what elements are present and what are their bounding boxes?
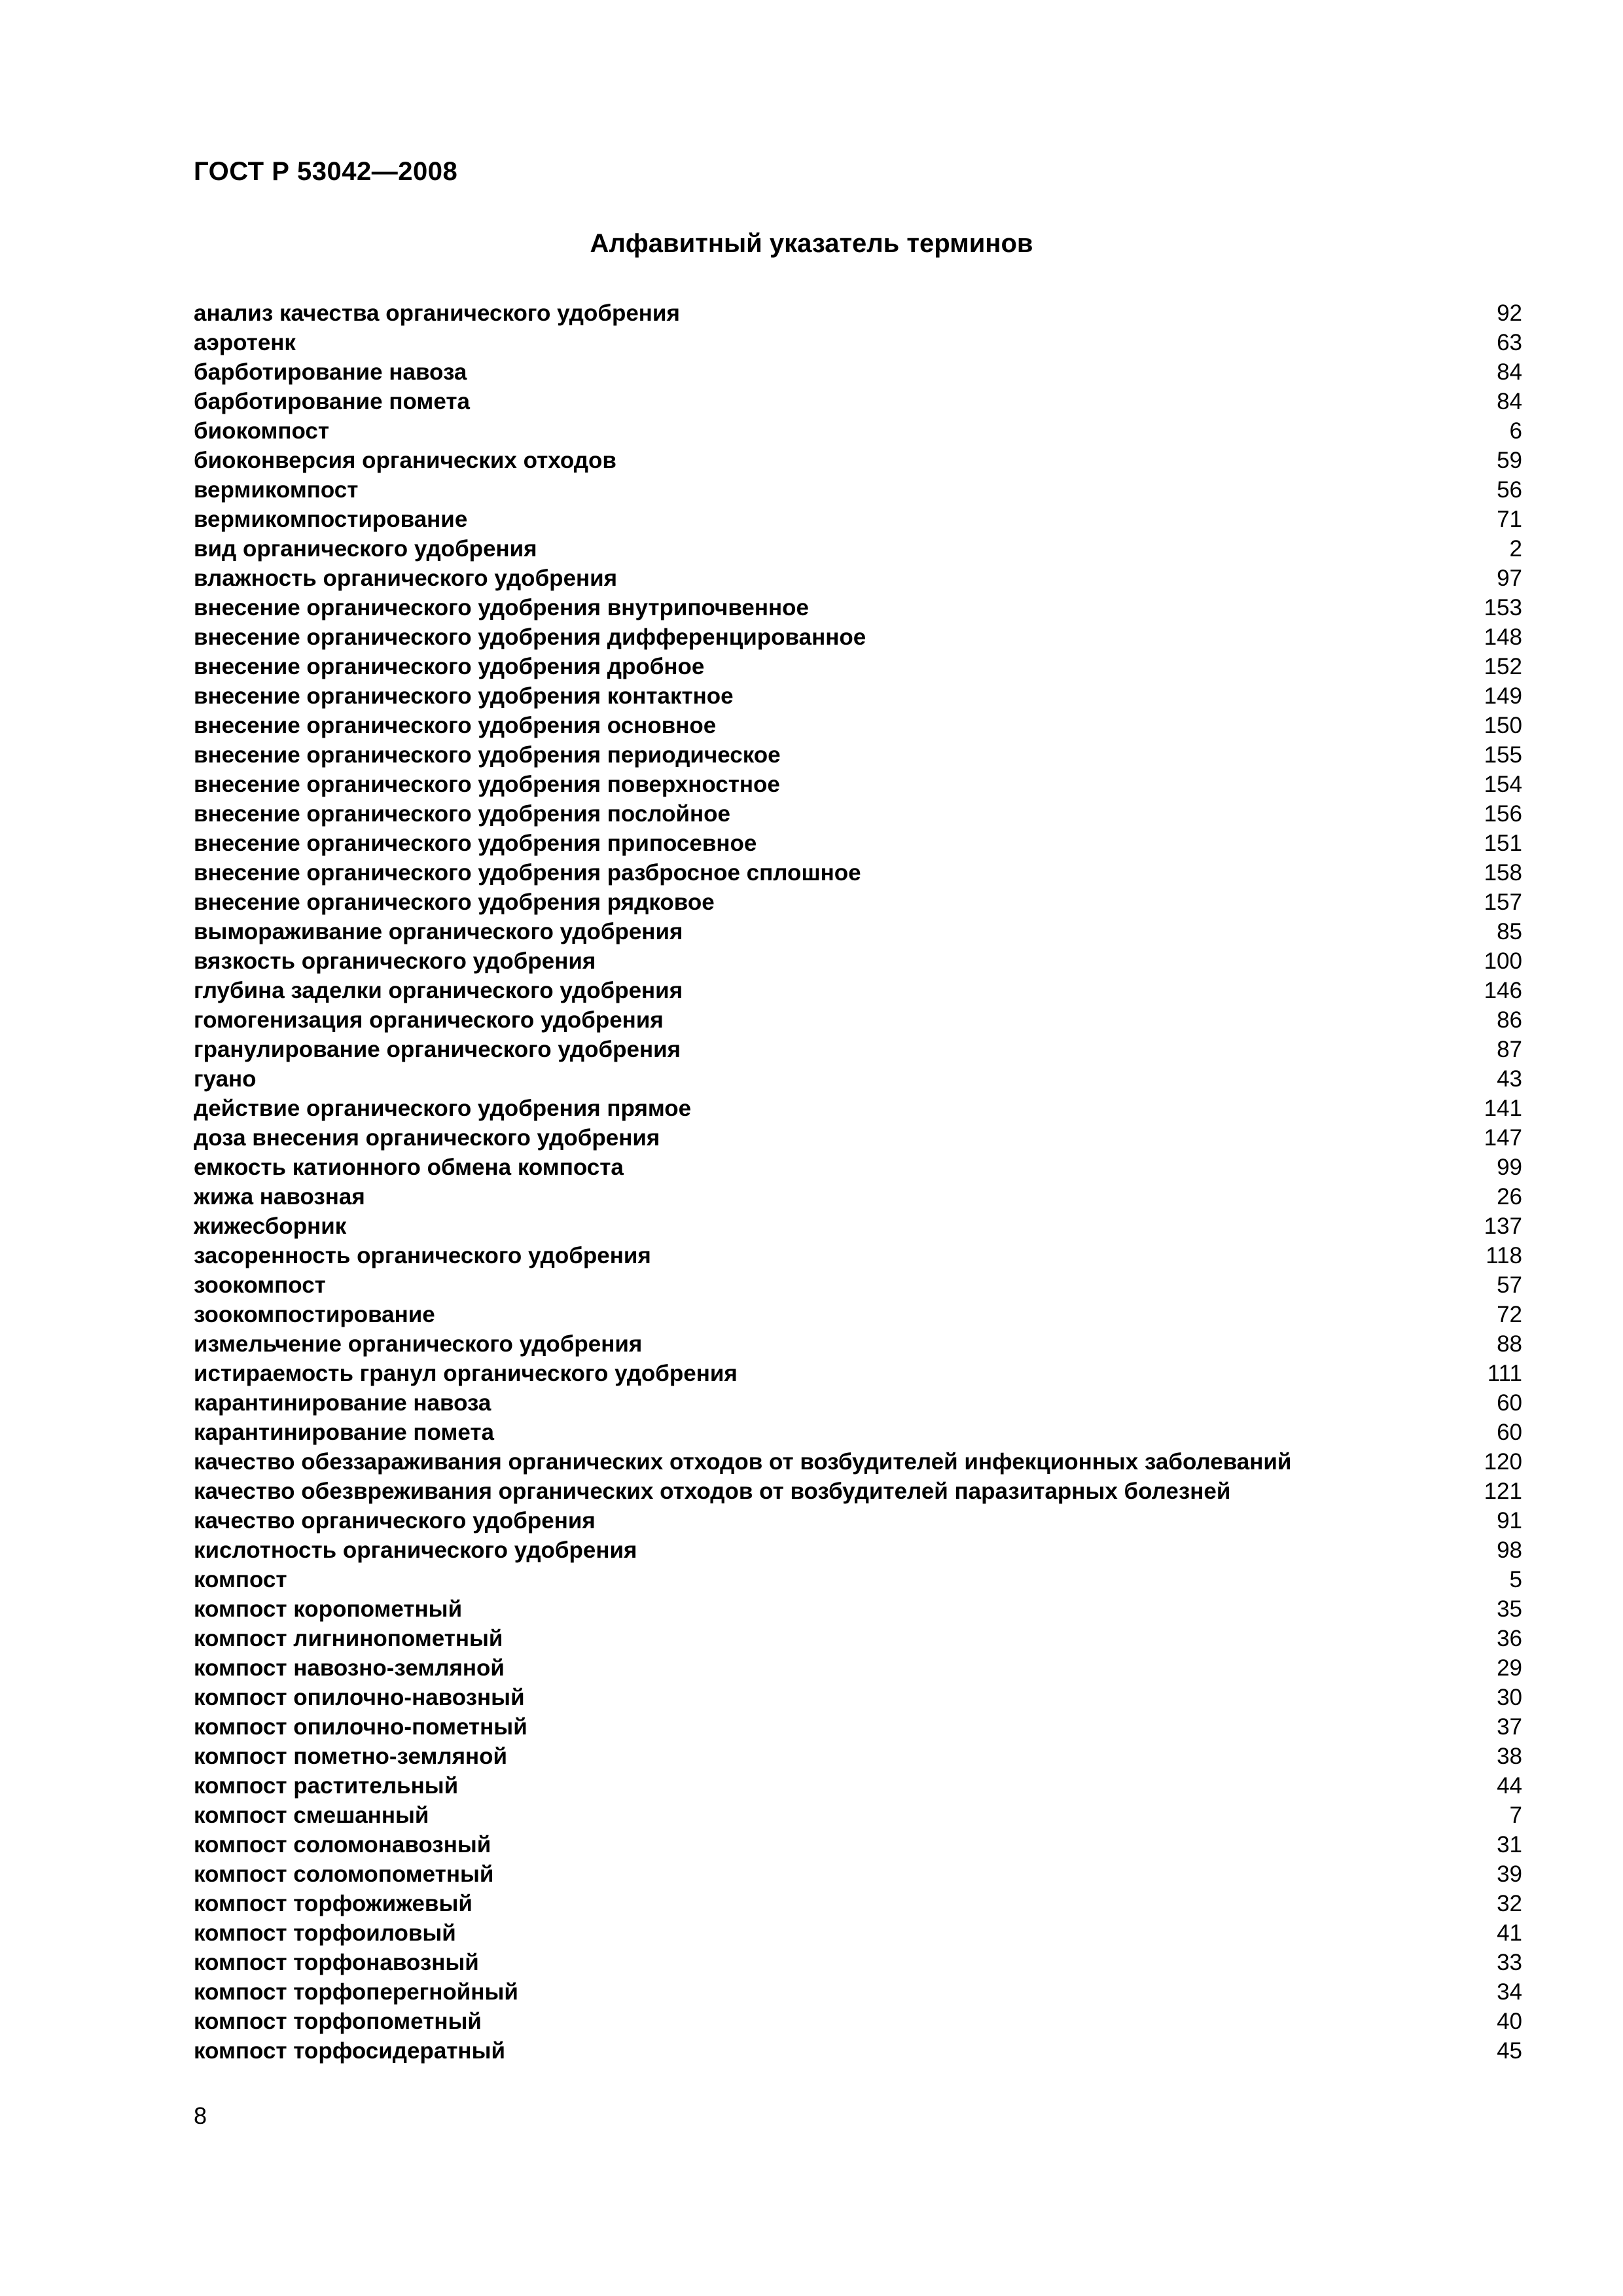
index-term: качество органического удобрения	[194, 1508, 596, 1534]
index-page-ref: 149	[1484, 683, 1522, 709]
index-page-ref: 59	[1497, 448, 1522, 473]
index-term: компост соломонавозный	[194, 1832, 491, 1857]
index-page-ref: 40	[1497, 2009, 1522, 2034]
index-page-ref: 121	[1484, 1479, 1522, 1504]
index-entry	[194, 1447, 1522, 1477]
index-term: вязкость органического удобрения	[194, 948, 596, 974]
index-page-ref: 84	[1497, 359, 1522, 385]
index-page-ref: 33	[1497, 1950, 1522, 1975]
index-page-ref: 152	[1484, 654, 1522, 679]
index-term: компост лигнинопометный	[194, 1626, 503, 1651]
index-page-ref: 44	[1497, 1773, 1522, 1799]
index-page-ref: 6	[1509, 418, 1522, 444]
index-term: доза внесения органического удобрения	[194, 1125, 660, 1151]
index-page-ref: 92	[1497, 300, 1522, 326]
index-term: истираемость гранул органического удобрения	[194, 1361, 738, 1386]
index-page-ref: 56	[1497, 477, 1522, 503]
index-entry	[194, 1506, 1522, 1535]
index-entry	[194, 1624, 1522, 1653]
index-page-ref: 86	[1497, 1007, 1522, 1033]
index-entry	[194, 1270, 1522, 1300]
index-page-ref: 99	[1497, 1155, 1522, 1180]
document-header: ГОСТ Р 53042—2008	[194, 157, 458, 186]
index-title: Алфавитный указатель терминов	[590, 229, 1033, 258]
index-page-ref: 88	[1497, 1331, 1522, 1357]
index-page-ref: 60	[1497, 1420, 1522, 1445]
index-entry	[194, 1035, 1522, 1064]
index-entry	[194, 357, 1522, 387]
index-entry	[194, 1153, 1522, 1182]
index-page-ref: 41	[1497, 1920, 1522, 1946]
index-page-ref: 57	[1497, 1272, 1522, 1298]
index-term: компост опилочно-навозный	[194, 1685, 525, 1710]
index-term: засоренность органического удобрения	[194, 1243, 651, 1268]
index-page-ref: 157	[1484, 889, 1522, 915]
index-page-ref: 63	[1497, 330, 1522, 355]
index-page-ref: 141	[1484, 1096, 1522, 1121]
index-entry	[194, 1535, 1522, 1565]
index-entry	[194, 1477, 1522, 1506]
index-term: компост торфожижевый	[194, 1891, 473, 1916]
index-page-ref: 97	[1497, 565, 1522, 591]
index-term: внесение органического удобрения разбросное сплошное	[194, 860, 861, 886]
index-entry	[194, 1094, 1522, 1123]
index-term: жижесборник	[194, 1213, 347, 1239]
index-entry	[194, 593, 1522, 622]
index-term: качество обезвреживания органических отходов от возбудителей паразитарных болезней	[194, 1479, 1231, 1504]
index-entry	[194, 1594, 1522, 1624]
index-term: гранулирование органического удобрения	[194, 1037, 681, 1062]
index-entry	[194, 416, 1522, 446]
index-term: биоконверсия органических отходов	[194, 448, 616, 473]
index-entry	[194, 829, 1522, 858]
index-term: глубина заделки органического удобрения	[194, 978, 683, 1003]
index-term: вермикомпостирование	[194, 507, 468, 532]
index-term: внесение органического удобрения дифференцированное	[194, 624, 866, 650]
index-term: компост опилочно-пометный	[194, 1714, 527, 1740]
index-page-ref: 120	[1484, 1449, 1522, 1475]
index-term: вид органического удобрения	[194, 536, 537, 562]
index-page-ref: 100	[1484, 948, 1522, 974]
index-entry	[194, 681, 1522, 711]
index-term: влажность органического удобрения	[194, 565, 618, 591]
index-entry	[194, 1918, 1522, 1948]
index-entry	[194, 1683, 1522, 1712]
index-term: внесение органического удобрения внутрипочвенное	[194, 595, 809, 620]
index-term: емкость катионного обмена компоста	[194, 1155, 624, 1180]
index-entry	[194, 505, 1522, 534]
index-entry	[194, 534, 1522, 564]
index-term: внесение органического удобрения припосевное	[194, 831, 757, 856]
index-page-ref: 60	[1497, 1390, 1522, 1416]
index-term: компост торфонавозный	[194, 1950, 479, 1975]
index-entry	[194, 1388, 1522, 1418]
index-term: компост растительный	[194, 1773, 459, 1799]
index-page-ref: 32	[1497, 1891, 1522, 1916]
index-term: зоокомпостирование	[194, 1302, 435, 1327]
index-term: компост торфоиловый	[194, 1920, 456, 1946]
index-page-ref: 26	[1497, 1184, 1522, 1210]
index-term: внесение органического удобрения послойное	[194, 801, 730, 827]
index-page-ref: 147	[1484, 1125, 1522, 1151]
index-page-ref: 98	[1497, 1537, 1522, 1563]
index-term: барботирование помета	[194, 389, 470, 414]
index-entry	[194, 1565, 1522, 1594]
index-page-ref: 2	[1509, 536, 1522, 562]
index-entry	[194, 652, 1522, 681]
index-term: аэротенк	[194, 330, 296, 355]
index-term: анализ качества органического удобрения	[194, 300, 680, 326]
index-page-ref: 45	[1497, 2038, 1522, 2064]
index-entry	[194, 799, 1522, 829]
index-term: зоокомпост	[194, 1272, 326, 1298]
page-number: 8	[194, 2102, 207, 2129]
index-page-ref: 151	[1484, 831, 1522, 856]
index-term: внесение органического удобрения рядковое	[194, 889, 715, 915]
index-page-ref: 146	[1484, 978, 1522, 1003]
index-entry	[194, 1418, 1522, 1447]
index-entry	[194, 2007, 1522, 2036]
index-entry	[194, 1123, 1522, 1153]
index-page-ref: 34	[1497, 1979, 1522, 2005]
index-page-ref: 5	[1509, 1567, 1522, 1592]
index-entry	[194, 1771, 1522, 1801]
index-entry	[194, 1359, 1522, 1388]
index-term: компост смешанный	[194, 1803, 429, 1828]
index-term: компост пометно-земляной	[194, 1744, 508, 1769]
index-entry	[194, 1653, 1522, 1683]
index-entry	[194, 1977, 1522, 2007]
index-entry	[194, 770, 1522, 799]
index-page-ref: 85	[1497, 919, 1522, 944]
index-term: компост	[194, 1567, 287, 1592]
index-entry	[194, 917, 1522, 946]
index-term: вермикомпост	[194, 477, 359, 503]
index-term: гомогенизация органического удобрения	[194, 1007, 664, 1033]
index-page-ref: 155	[1484, 742, 1522, 768]
index-entry	[194, 1859, 1522, 1889]
index-page-ref: 38	[1497, 1744, 1522, 1769]
index-entry	[194, 1712, 1522, 1742]
index-term: внесение органического удобрения контактное	[194, 683, 734, 709]
index-page-ref: 153	[1484, 595, 1522, 620]
index-entry	[194, 1211, 1522, 1241]
index-entry	[194, 387, 1522, 416]
index-page-ref: 111	[1487, 1361, 1522, 1386]
index-page-ref: 30	[1497, 1685, 1522, 1710]
index-page-ref: 31	[1497, 1832, 1522, 1857]
index-term: действие органического удобрения прямое	[194, 1096, 692, 1121]
index-entry	[194, 740, 1522, 770]
index-page-ref: 43	[1497, 1066, 1522, 1092]
index-page-ref: 118	[1486, 1243, 1522, 1268]
index-entry	[194, 1300, 1522, 1329]
index-page-ref: 29	[1497, 1655, 1522, 1681]
index-entry	[194, 1064, 1522, 1094]
index-entry	[194, 2036, 1522, 2066]
index-entry	[194, 1329, 1522, 1359]
index-page-ref: 158	[1484, 860, 1522, 886]
index-entry	[194, 1948, 1522, 1977]
index-term: компост торфосидератный	[194, 2038, 505, 2064]
index-page-ref: 148	[1484, 624, 1522, 650]
index-term: компост торфопометный	[194, 2009, 482, 2034]
index-term: биокомпост	[194, 418, 330, 444]
index-page-ref: 36	[1497, 1626, 1522, 1651]
index-term: барботирование навоза	[194, 359, 467, 385]
index-term: внесение органического удобрения дробное	[194, 654, 705, 679]
index-entry	[194, 622, 1522, 652]
index-page-ref: 72	[1497, 1302, 1522, 1327]
index-term: качество обеззараживания органических отходов от возбудителей инфекционных заболеваний	[194, 1449, 1292, 1475]
term-index-list	[194, 298, 1522, 2066]
index-term: компост навозно-земляной	[194, 1655, 505, 1681]
index-entry	[194, 446, 1522, 475]
index-term: компост коропометный	[194, 1596, 463, 1622]
index-term: кислотность органического удобрения	[194, 1537, 637, 1563]
index-page-ref: 87	[1497, 1037, 1522, 1062]
index-entry	[194, 711, 1522, 740]
index-entry	[194, 946, 1522, 976]
index-entry	[194, 1005, 1522, 1035]
index-term: компост торфоперегнойный	[194, 1979, 518, 2005]
index-term: вымораживание органического удобрения	[194, 919, 683, 944]
index-page-ref: 156	[1484, 801, 1522, 827]
index-term: внесение органического удобрения поверхностное	[194, 772, 780, 797]
index-term: внесение органического удобрения периодическое	[194, 742, 781, 768]
index-term: измельчение органического удобрения	[194, 1331, 643, 1357]
index-entry	[194, 1241, 1522, 1270]
index-page-ref: 154	[1484, 772, 1522, 797]
index-entry	[194, 1182, 1522, 1211]
index-page-ref: 39	[1497, 1861, 1522, 1887]
index-entry	[194, 564, 1522, 593]
index-entry	[194, 976, 1522, 1005]
index-entry	[194, 1830, 1522, 1859]
index-entry	[194, 475, 1522, 505]
index-term: жижа навозная	[194, 1184, 365, 1210]
index-term: карантинирование навоза	[194, 1390, 491, 1416]
index-entry	[194, 1742, 1522, 1771]
index-entry	[194, 858, 1522, 888]
index-page-ref: 35	[1497, 1596, 1522, 1622]
index-entry	[194, 1889, 1522, 1918]
index-term: внесение органического удобрения основное	[194, 713, 717, 738]
index-term: карантинирование помета	[194, 1420, 494, 1445]
index-page-ref: 91	[1497, 1508, 1522, 1534]
index-page-ref: 7	[1509, 1803, 1522, 1828]
index-entry	[194, 1801, 1522, 1830]
index-page-ref: 71	[1497, 507, 1522, 532]
index-entry	[194, 888, 1522, 917]
index-page-ref: 37	[1497, 1714, 1522, 1740]
index-page-ref: 137	[1484, 1213, 1522, 1239]
index-entry	[194, 328, 1522, 357]
index-entry	[194, 298, 1522, 328]
index-page-ref: 150	[1484, 713, 1522, 738]
index-page-ref: 84	[1497, 389, 1522, 414]
index-term: компост соломопометный	[194, 1861, 494, 1887]
index-term: гуано	[194, 1066, 257, 1092]
